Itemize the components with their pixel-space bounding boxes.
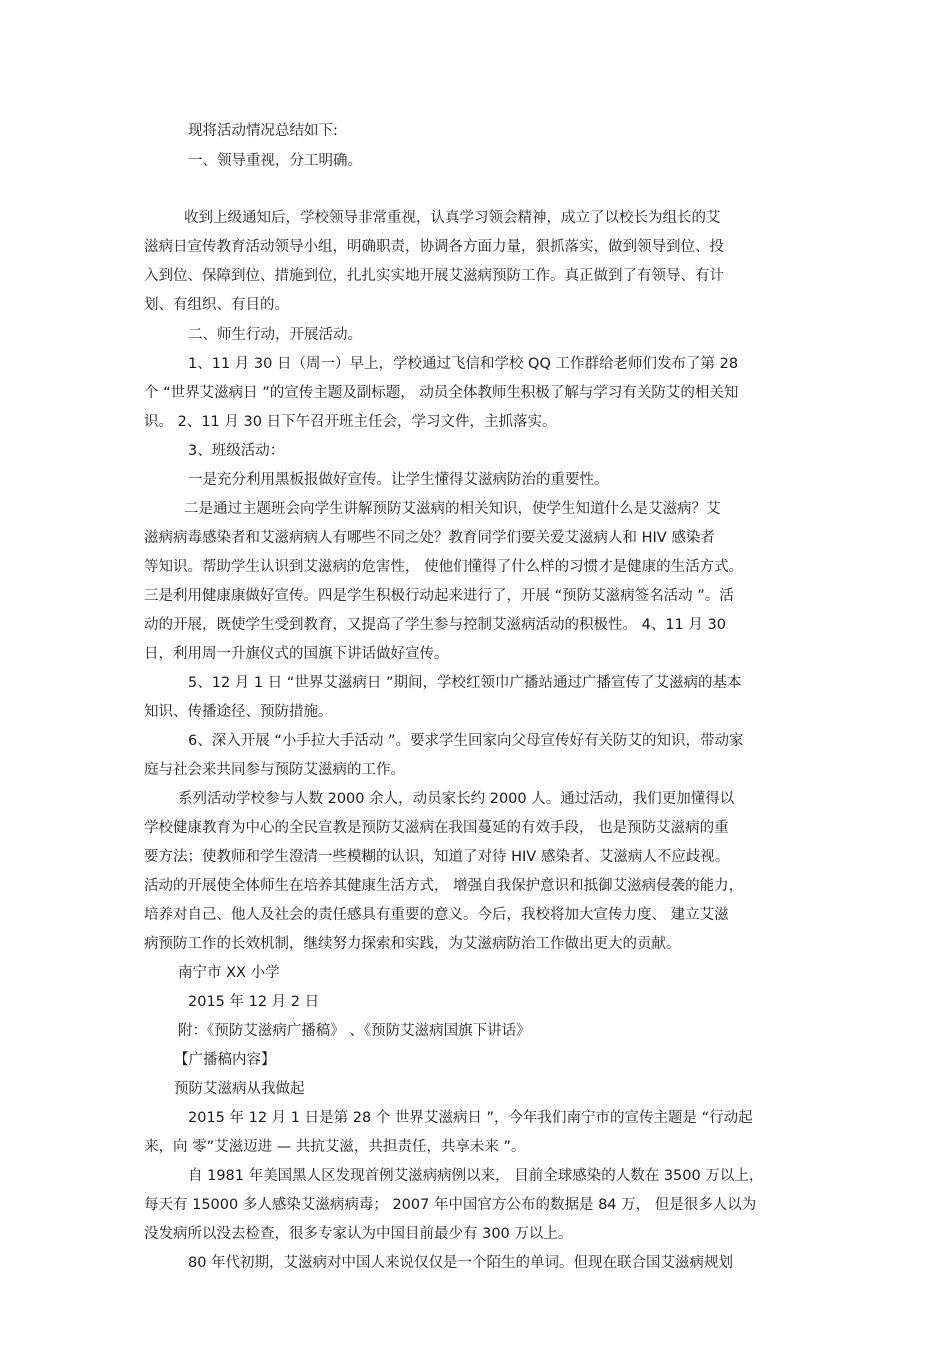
text-line: 知识、传播途径、预防措施。 bbox=[144, 704, 333, 720]
text-line: 1、11 月 30 日（周一）早上，学校通过飞信和学校 QQ 工作群给老师们发布了第 28 bbox=[188, 356, 739, 372]
text-line: 2015 年 12 月 1 日是第 28 个 世界艾滋病日 ”，今年我们南宁市的宣传主题是 “行动起 bbox=[188, 1110, 753, 1126]
text-line: 动的开展，既使学生受到教育，又提高了学生参与控制艾滋病活动的积极性。 4、11 月 30 bbox=[144, 617, 726, 633]
text-line: 入到位、保障到位、措施到位，扎扎实实地开展艾滋病预防工作。真正做到了有领导、有计 bbox=[144, 268, 724, 284]
text-line: 没发病所以没去检查，很多专家认为中国目前最少有 300 万以上。 bbox=[144, 1226, 573, 1242]
text-line: 二是通过主题班会向学生讲解预防艾滋病的相关知识，使学生知道什么是艾滋病？艾 bbox=[184, 501, 721, 517]
text-line: 识。 2、11 月 30 日下午召开班主任会，学习文件，主抓落实。 bbox=[144, 414, 557, 430]
text-line: 来，向 零”艾滋迈进 — 共抗艾滋，共担责任，共享未来 ”。 bbox=[144, 1139, 526, 1155]
signature-date: 2015 年 12 月 2 日 bbox=[188, 994, 320, 1010]
text-line: 病预防工作的长效机制，继续努力探索和实践，为艾滋病防治工作做出更大的贡献。 bbox=[144, 936, 681, 952]
text-line: 系列活动学校参与人数 2000 余人，动员家长约 2000 人。通过活动，我们更加懂得以 bbox=[178, 791, 735, 807]
article-title: 预防艾滋病从我做起 bbox=[174, 1081, 305, 1097]
text-line: 5、12 月 1 日 “世界艾滋病日 ”期间，学校红领巾广播站通过广播宣传了艾滋病的基本 bbox=[188, 675, 742, 691]
text-line: 一是充分利用黑板报做好宣传。让学生懂得艾滋病防治的重要性。 bbox=[188, 472, 609, 488]
signature-org: 南宁市 XX 小学 bbox=[178, 965, 280, 981]
text-line: 自 1981 年美国黑人区发现首例艾滋病病例以来， 目前全球感染的人数在 3500 万以上， bbox=[188, 1168, 764, 1184]
text-line: 等知识。帮助学生认识到艾滋病的危害性， 使他们懂得了什么样的习惯才是健康的生活方式。 bbox=[144, 559, 744, 575]
heading-1: 一、领导重视，分工明确。 bbox=[188, 153, 362, 169]
text-line: 个 “世界艾滋病日 ”的宣传主题及副标题， 动员全体教师生积极了解与学习有关防艾的相关知 bbox=[144, 385, 739, 401]
text-line: 每天有 15000 多人感染艾滋病病毒； 2007 年中国官方公布的数据是 84 万， 但是很多人以为 bbox=[144, 1197, 757, 1213]
text-line: 80 年代初期，艾滋病对中国人来说仅仅是一个陌生的单词。但现在联合国艾滋病规划 bbox=[188, 1255, 734, 1271]
text-line: 三是利用健康康做好宣传。四是学生积极行动起来进行了，开展 “预防艾滋病签名活动 ”。活 bbox=[144, 588, 734, 604]
text-line: 庭与社会来共同参与预防艾滋病的工作。 bbox=[144, 762, 405, 778]
text-line: 6、深入开展 “小手拉大手活动 ”。要求学生回家向父母宣传好有关防艾的知识，带动家 bbox=[188, 733, 744, 749]
text-line: 划、有组织、有目的。 bbox=[144, 297, 289, 313]
text-line: 滋病日宣传教育活动领导小组，明确职责，协调各方面力量，狠抓落实，做到领导到位、投 bbox=[144, 239, 724, 255]
text-line: 活动的开展使全体师生在培养其健康生活方式， 增强自我保护意识和抵御艾滋病侵袭的能力， bbox=[144, 878, 744, 894]
text-line: 现将活动情况总结如下: bbox=[188, 123, 338, 139]
text-line: 要方法；使教师和学生澄清一些模糊的认识，知道了对待 HIV 感染者、艾滋病人不应歧视。 bbox=[144, 849, 730, 865]
heading-2: 二、师生行动，开展活动。 bbox=[188, 327, 362, 343]
section-heading: 【广播稿内容】 bbox=[174, 1052, 276, 1068]
text-line: 培养对自己、他人及社会的责任感具有重要的意义。今后，我校将加大宣传力度、 建立艾滋 bbox=[144, 907, 729, 923]
text-line: 学校健康教育为中心的全民宣教是预防艾滋病在我国蔓延的有效手段， 也是预防艾滋病的重 bbox=[144, 820, 729, 836]
text-line: 日，利用周一升旗仪式的国旗下讲话做好宣传。 bbox=[144, 646, 449, 662]
heading-3: 3、班级活动： bbox=[188, 443, 285, 459]
attachment-note: 附：《预防艾滋病广播稿》 、《预防艾滋病国旗下讲话》 bbox=[178, 1023, 531, 1039]
text-line: 滋病病毒感染者和艾滋病病人有哪些不同之处？教育同学们要关爱艾滋病人和 HIV 感染者 bbox=[144, 530, 715, 546]
text-line: 收到上级通知后，学校领导非常重视，认真学习领会精神，成立了以校长为组长的艾 bbox=[184, 210, 721, 226]
